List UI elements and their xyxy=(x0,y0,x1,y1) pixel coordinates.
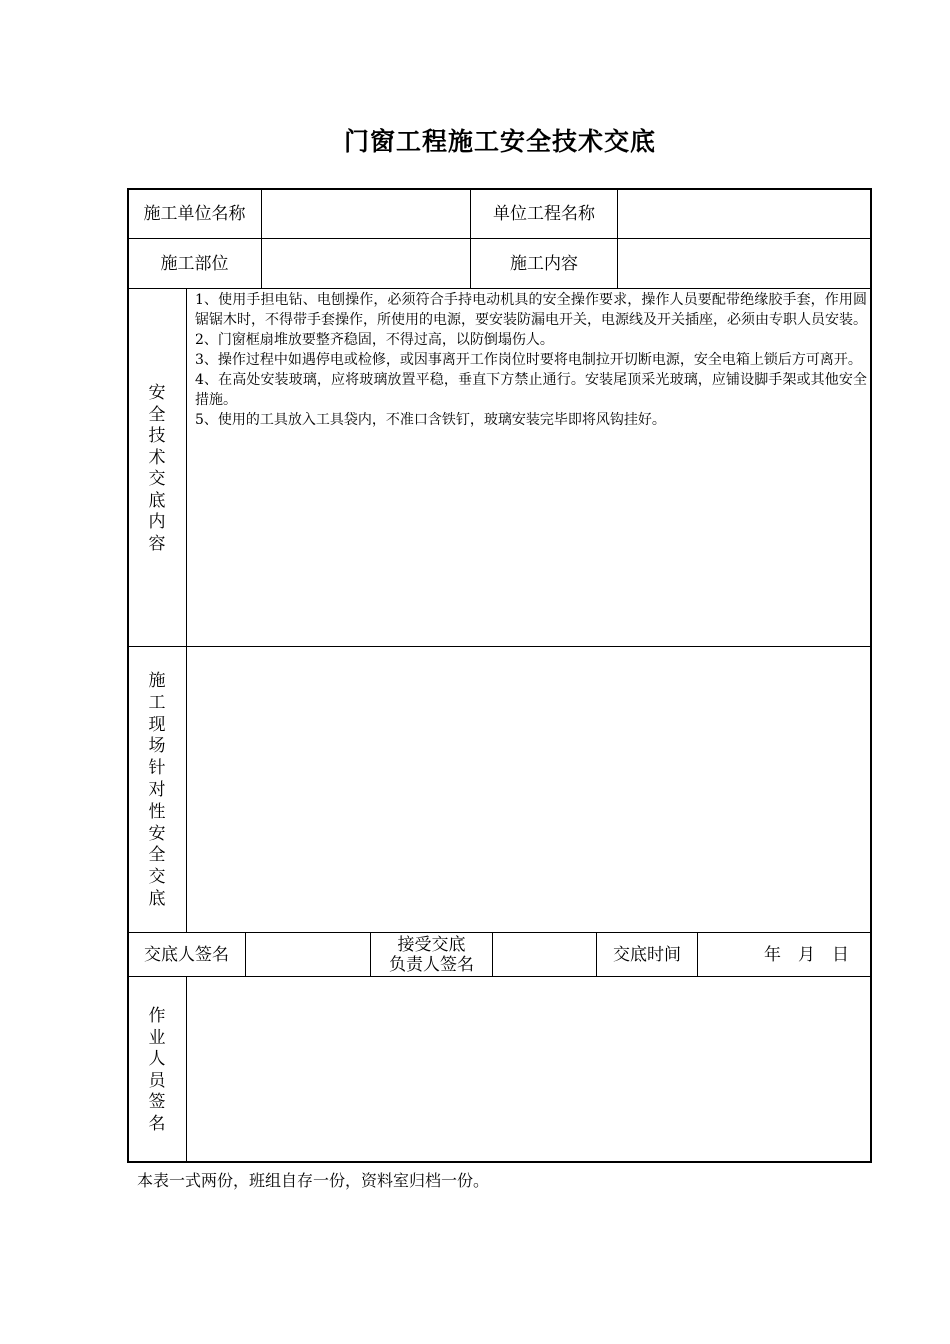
page-title: 门窗工程施工安全技术交底 xyxy=(343,127,656,156)
receiver-sign-label xyxy=(371,933,492,976)
disclosure-time-field[interactable]: 年 月 日 xyxy=(764,944,849,965)
construction-unit-label: 施工单位名称 xyxy=(143,203,246,224)
construction-content-label: 施工内容 xyxy=(510,253,578,274)
construction-unit-field[interactable] xyxy=(262,189,470,238)
construction-part-field[interactable] xyxy=(262,239,470,288)
discloser-sign-field[interactable] xyxy=(246,933,370,976)
footer-note: 本表一式两份，班组自存一份，资料室归档一份。 xyxy=(137,1171,490,1190)
receiver-sign-label-line2: 负责人签名 xyxy=(389,954,474,975)
workers-sign-field[interactable] xyxy=(187,977,871,1162)
receiver-sign-field[interactable] xyxy=(493,933,596,976)
safety-item: 3、操作过程中如遇停电或检修，或因事离开工作岗位时要将电制拉开切断电源，安全电箱上锁后方可离开。 xyxy=(195,352,862,368)
row-divider xyxy=(128,288,871,289)
disclosure-time-label: 交底时间 xyxy=(613,944,681,965)
safety-content-label: 安全技术交底内容 xyxy=(148,383,166,554)
unit-project-label: 单位工程名称 xyxy=(493,203,595,224)
construction-part-label: 施工部位 xyxy=(160,253,229,274)
unit-project-field[interactable] xyxy=(618,189,871,238)
site-safety-label: 施工现场针对性安全交底 xyxy=(148,671,166,909)
receiver-sign-label-line1: 接受交底 xyxy=(397,934,466,955)
safety-item: 1、使用手担电钻、电刨操作，必须符合手持电动机具的安全操作要求，操作人员要配带绝缘胶手套，作用圆锯锯木时，不得带手套操作，所使用的电源，要安装防漏电开关，电源线及开关插座，必须由专职人员安装。 xyxy=(195,292,867,328)
safety-item: 5、使用的工具放入工具袋内，不准口含铁钉，玻璃安装完毕即将风钩挂好。 xyxy=(195,412,666,428)
safety-item: 4、在高处安装玻璃，应将玻璃放置平稳，垂直下方禁止通行。安装尾顶采光玻璃，应铺设脚手架或其他安全措施。 xyxy=(195,372,867,408)
safety-item: 2、门窗框扇堆放要整齐稳固，不得过高，以防倒塌伤人。 xyxy=(195,332,554,348)
workers-sign-label: 作业人员签名 xyxy=(148,1006,166,1134)
site-safety-field[interactable] xyxy=(187,647,871,932)
discloser-sign-label: 交底人签名 xyxy=(144,944,229,965)
construction-content-field[interactable] xyxy=(618,239,871,288)
safety-content-text xyxy=(195,290,867,430)
